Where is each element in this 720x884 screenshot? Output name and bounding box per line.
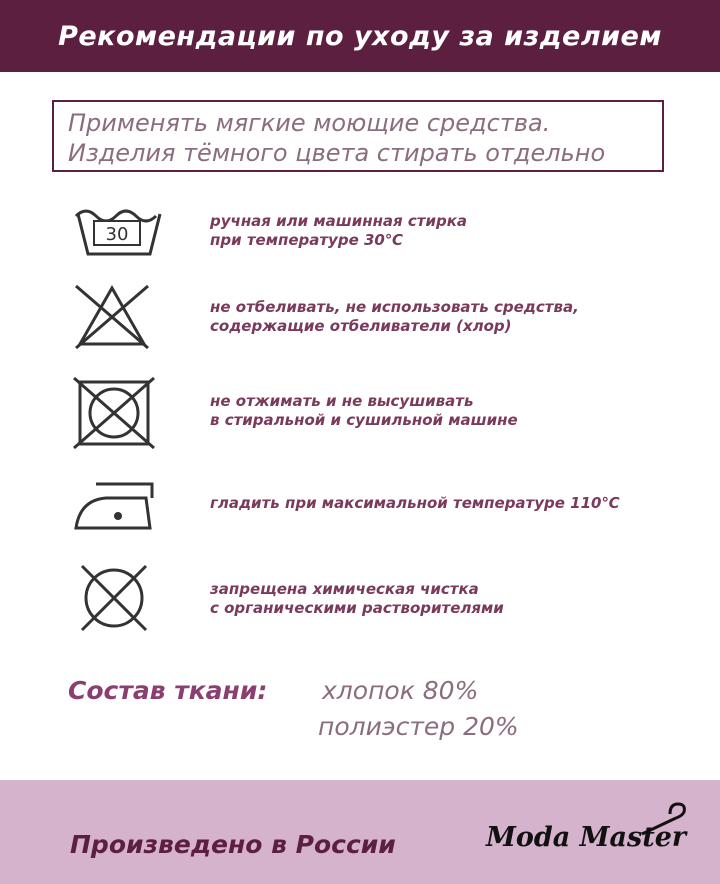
header-bar	[0, 0, 720, 72]
page-title: Рекомендации по уходу за изделием	[58, 20, 662, 52]
hanger-icon	[636, 800, 692, 840]
wash-30-icon	[64, 198, 160, 294]
care-item-iron	[0, 470, 720, 560]
care-text-line: содержащие отбеливатели (хлор)	[210, 317, 512, 335]
care-item-wash	[0, 198, 720, 288]
no-bleach-icon	[64, 282, 160, 378]
wash-temperature-label: 30	[105, 224, 129, 245]
no-dry-clean-icon	[64, 560, 160, 656]
care-text-line: в стиральной и сушильной машине	[210, 411, 518, 429]
composition-line-2: полиэстер 20%	[318, 712, 519, 741]
care-text-line: гладить при максимальной температуре 110℃	[210, 494, 620, 512]
brand-logo: Moda Master	[486, 822, 687, 853]
composition-line-1: хлопок 80%	[322, 676, 479, 705]
notice-line-2: Изделия тёмного цвета стирать отдельно	[68, 139, 606, 167]
care-text-line: при температуре 30℃	[210, 231, 404, 249]
care-text-line: ручная или машинная стирка	[210, 212, 468, 230]
care-item-dryclean	[0, 560, 720, 650]
no-tumble-dry-icon	[64, 376, 160, 472]
care-text-line: с органическими растворителями	[210, 599, 504, 617]
care-text-dry	[210, 392, 518, 430]
iron-low-icon	[64, 470, 160, 566]
care-item-dry	[0, 376, 720, 466]
care-item-bleach	[0, 282, 720, 372]
care-text-line: не отжимать и не высушивать	[210, 392, 474, 410]
care-text-bleach	[210, 298, 579, 336]
care-text-wash	[210, 212, 467, 250]
composition-label: Состав ткани:	[68, 676, 268, 705]
care-notice-box	[52, 100, 664, 172]
made-in-label: Произведено в России	[70, 830, 396, 859]
care-text-iron	[210, 494, 620, 513]
care-text-line: не отбеливать, не использовать средства,	[210, 298, 579, 316]
care-text-dryclean	[210, 580, 504, 618]
care-text-line: запрещена химическая чистка	[210, 580, 479, 598]
notice-line-1: Применять мягкие моющие средства.	[68, 109, 551, 137]
